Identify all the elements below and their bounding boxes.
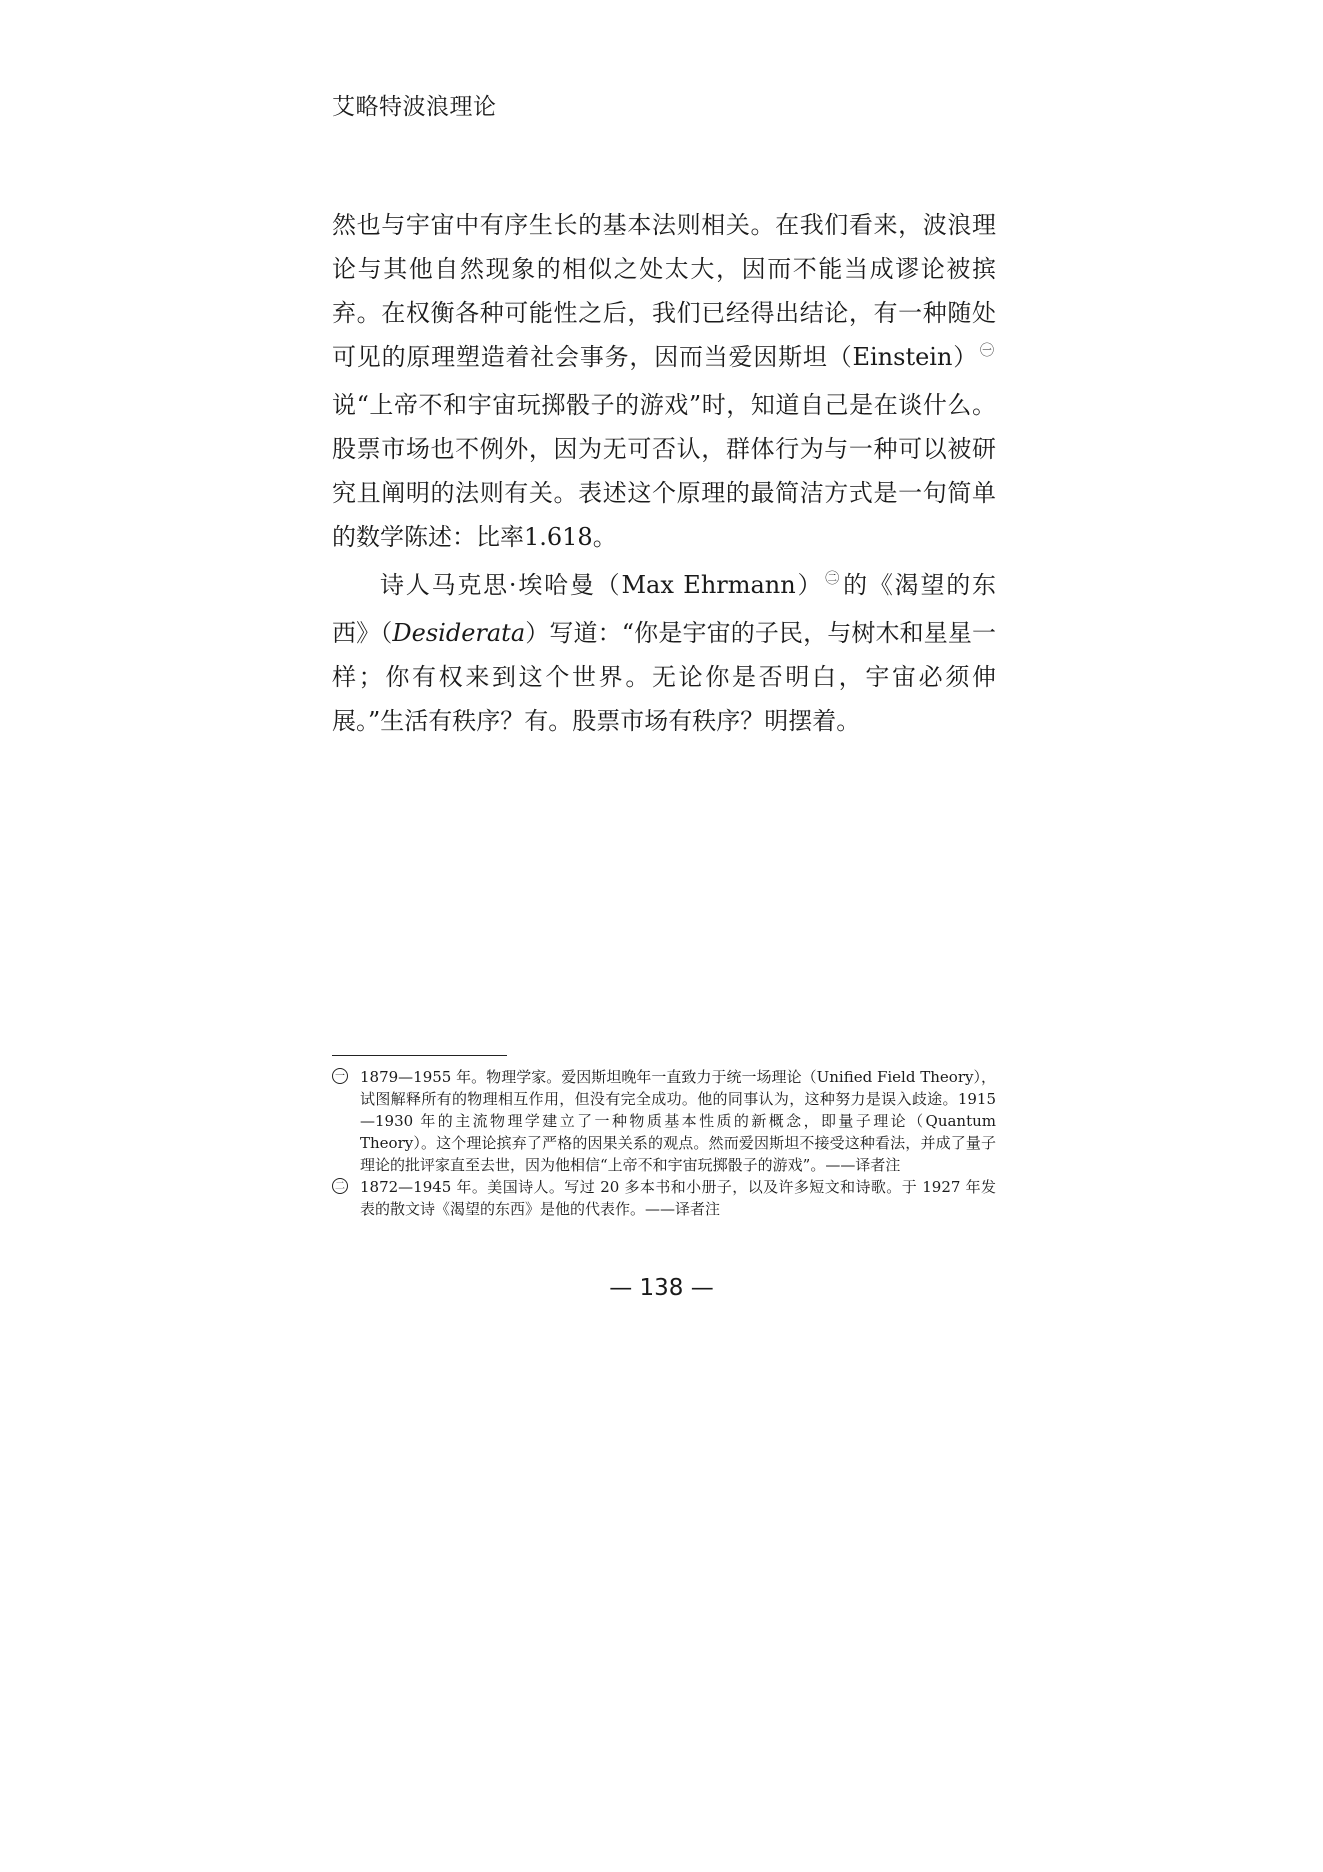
paragraph-2-text-b: 的《渴望的东西》（ [332, 571, 997, 647]
page-number: — 138 — [609, 1275, 714, 1301]
footnote-ref-1[interactable]: ㊀ [980, 343, 994, 359]
footnote-2-text: 1872—1945 年。美国诗人。写过 20 多本书和小册子，以及许多短文和诗歌。于 1927 年发表的散文诗《渴望的东西》是他的代表作。——译者注 [360, 1178, 996, 1218]
paragraph-1-text-a: 然也与宇宙中有序生长的基本法则相关。在我们看来，波浪理论与其他自然现象的相似之处太大，因而不能当成谬论被摈弃。在权衡各种可能性之后，我们已经得出结论，有一种随处可见的原理塑造着社会事务，因而当爱因斯坦（Einstein） [332, 211, 996, 371]
running-header: 艾略特波浪理论 [332, 94, 497, 120]
footnote-1-text: 1879—1955 年。物理学家。爱因斯坦晚年一直致力于统一场理论（Unified Field Theory），试图解释所有的物理相互作用，但没有完全成功。他的同事认为，这种努力是误入歧途。1915—1930 年的主流物理学建立了一种物质基本性质的新概念，即量子理论（Quantum Theory）。这个理论摈弃了严格的因果关系的观点。然而爱因斯坦不接受这种看法，并成了量子理论的批评家直至去世，因为他相信“上帝不和宇宙玩掷骰子的游戏”。——译者注 [360, 1068, 996, 1174]
footnote-ref-2[interactable]: ㊁ [825, 571, 842, 587]
footnotes [332, 1066, 996, 1220]
footnote-1 [332, 1066, 996, 1176]
footnote-marker-1: 一 [332, 1068, 348, 1084]
paragraph-1 [332, 203, 996, 559]
paragraph-1-text-b: 说“上帝不和宇宙玩掷骰子的游戏”时，知道自己是在谈什么。股票市场也不例外，因为无可否认，群体行为与一种可以被研究且阐明的法则有关。表述这个原理的最简洁方式是一句简单的数学陈述：比率1.618。 [332, 391, 996, 551]
paragraph-2-text-c: ）写道：“你是宇宙的子民，与树木和星星一样；你有权来到这个世界。无论你是否明白，宇宙必须伸展。”生活有秩序？有。股票市场有秩序？明摆着。 [332, 619, 996, 735]
paragraph-2 [332, 563, 996, 743]
desiderata-title: Desiderata [392, 619, 526, 647]
body-text [332, 203, 996, 743]
footnote-2 [332, 1176, 996, 1220]
footnote-marker-2: 二 [332, 1178, 348, 1194]
footnote-divider [332, 1055, 507, 1056]
paragraph-2-text-a: 诗人马克思·埃哈曼（Max Ehrmann） [380, 571, 824, 599]
